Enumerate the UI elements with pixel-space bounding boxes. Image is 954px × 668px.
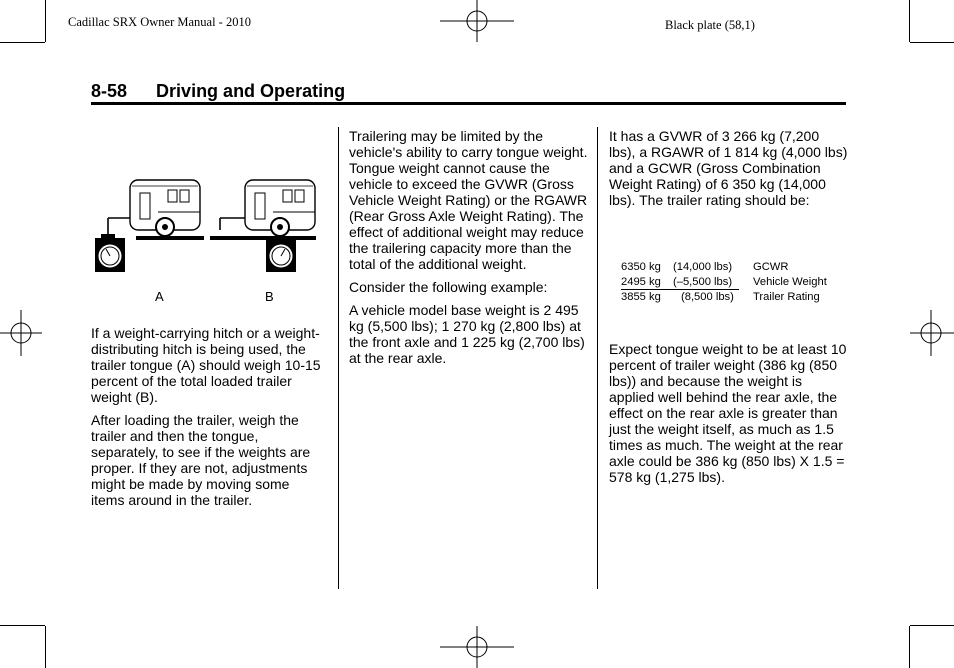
trailer-a-drawing [95,180,204,272]
column-3-text [609,128,849,215]
weight-kg: 3855 kg [621,291,661,303]
weight-lbs: (–5,500 lbs) [673,275,739,291]
paragraph: If a weight-carrying hitch or a weight-distributing hitch is being used, the trailer tongue (A) should weigh 10-15 percent of the total loaded trailer weight (B). [91,325,321,405]
weight-row [621,275,846,291]
figure-label-b: B [265,289,274,304]
running-header-right: Black plate (58,1) [665,18,755,32]
weight-row [621,260,846,275]
trailer-b-drawing [210,180,316,272]
trailer-weighing-illustration [92,172,324,282]
column-1-text [91,325,326,515]
weight-lbs: (8,500 lbs) [681,291,734,303]
paragraph: A vehicle model base weight is 2 495 kg (5,500 lbs); 1 270 kg (2,800 lbs) at the front axle and 1 225 kg (2,700 lbs) at the rear axle. [349,302,585,366]
paragraph: Trailering may be limited by the vehicle's ability to carry tongue weight. Tongue weight cannot cause the vehicle to exceed the GVWR (Gross Vehicle Weight Rating) or the RGAWR (Rear Gross Axle Weight Rating). The effect of additional weight may reduce the trailering capacity more than the total of the additional weight. [349,128,588,272]
column-3-text-lower [609,341,849,492]
weight-table [621,260,846,305]
running-header-left: Cadillac SRX Owner Manual - 2010 [68,15,251,29]
section-title: Driving and Operating [156,81,346,101]
paragraph: Consider the following example: [349,279,548,295]
page-number: 8-58 [91,81,128,101]
weight-label: Vehicle Weight [753,275,827,288]
column-divider-1 [338,127,339,589]
weight-lbs: (14,000 lbs) [673,261,733,273]
weight-row [621,290,846,305]
registration-mark-bottom [440,626,514,668]
weight-label: Trailer Rating [753,291,820,303]
paragraph: It has a GVWR of 3 266 kg (7,200 lbs), a RGAWR of 1 814 kg (4,000 lbs) and a GCWR (Gross Combination Weight Rating) of 6 350 kg (14,000 lbs). The trailer rating should be: [609,128,848,208]
registration-mark-top [440,0,514,42]
weight-kg: 6350 kg [621,261,661,273]
column-divider-2 [597,127,598,589]
registration-mark-right [910,310,954,356]
section-heading [91,81,345,101]
figure-label-a: A [155,289,164,304]
paragraph: After loading the trailer, weigh the trailer and then the tongue, separately, to see if the weights are proper. If they are not, adjustments might be made by moving some items around in the trailer. [91,412,311,508]
weight-kg: 2495 kg [621,275,673,291]
column-2-text [349,128,589,373]
paragraph: Expect tongue weight to be at least 10 percent of trailer weight (386 kg (850 lbs)) and because the weight is applied well behind the rear axle, the effect on the rear axle is greater than just the weight itself, as much as 1.5 times as much. The weight at the rear axle could be 386 kg (850 lbs) X 1.5 = 578 kg (1,275 lbs). [609,341,847,485]
heading-rule [91,102,846,105]
weight-label: GCWR [753,261,789,273]
registration-mark-left [0,310,42,356]
